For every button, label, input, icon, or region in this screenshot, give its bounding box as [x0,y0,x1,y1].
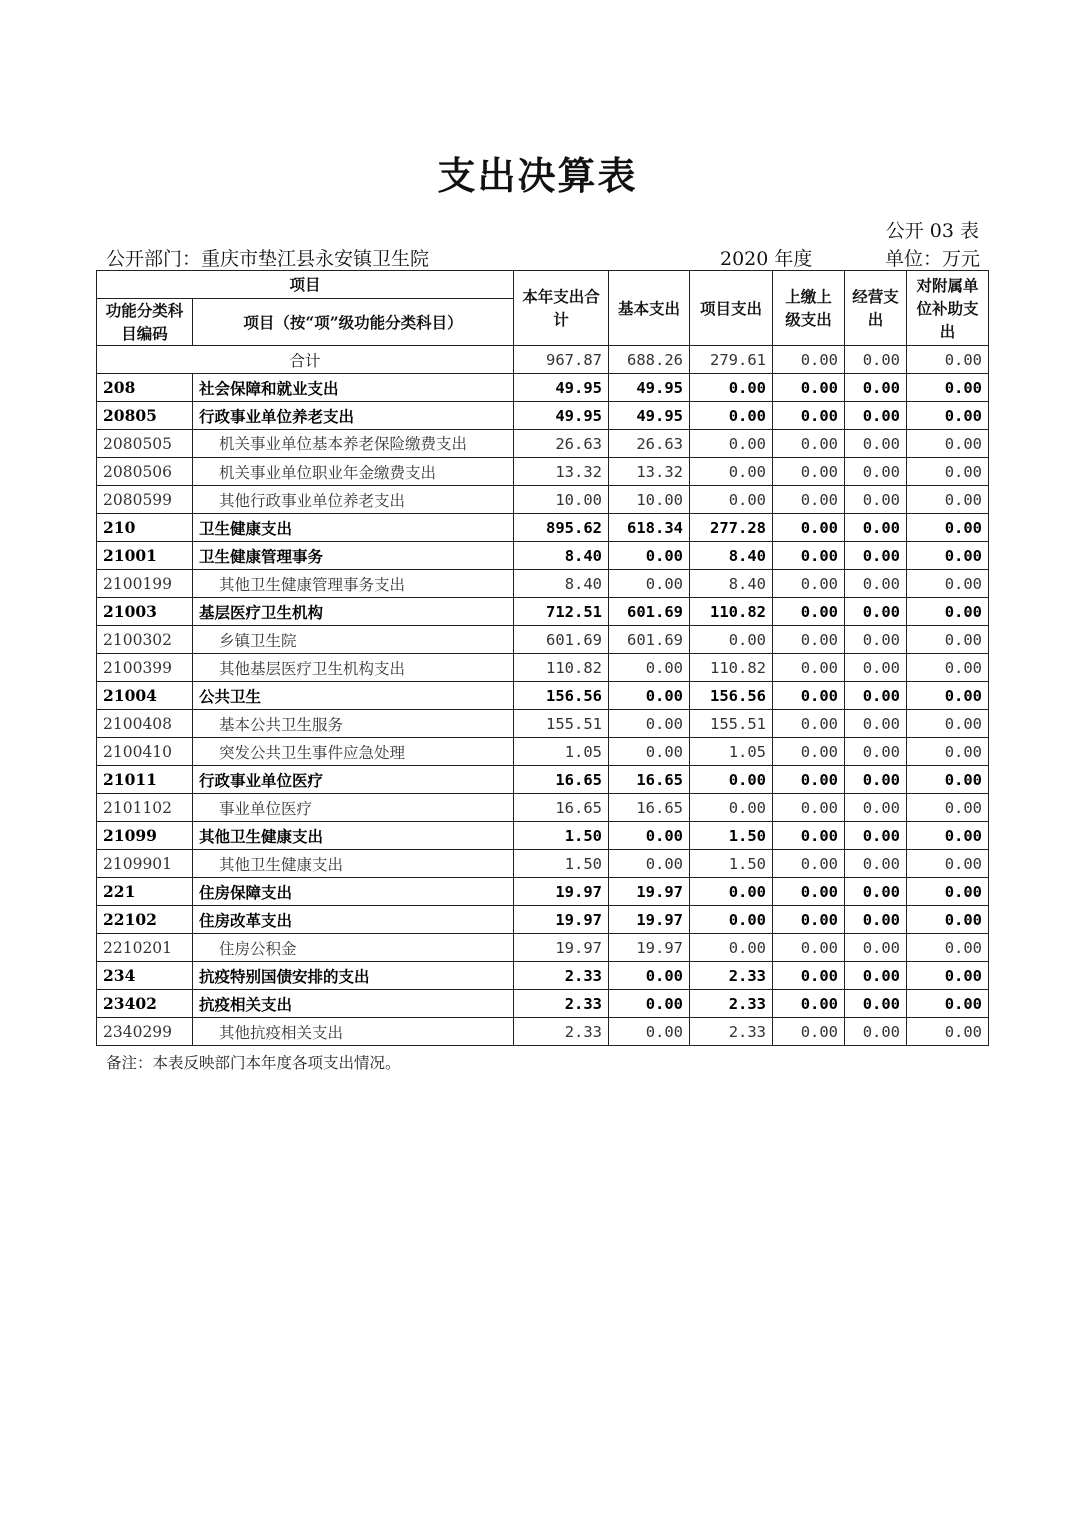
row-value: 0.00 [845,906,907,934]
row-code: 2100199 [97,570,193,598]
row-value: 712.51 [514,598,609,626]
row-value: 0.00 [907,794,989,822]
row-value: 16.65 [609,766,690,794]
row-code: 2109901 [97,850,193,878]
row-value: 0.00 [690,486,773,514]
row-value: 2.33 [690,1018,773,1046]
row-value: 49.95 [609,374,690,402]
row-value: 0.00 [690,878,773,906]
row-value: 618.34 [609,514,690,542]
row-value: 19.97 [609,878,690,906]
row-code: 210 [97,514,193,542]
row-value: 0.00 [845,626,907,654]
row-value: 0.00 [773,374,845,402]
row-value: 0.00 [773,934,845,962]
row-value: 0.00 [845,486,907,514]
row-name: 其他抗疫相关支出 [193,1018,514,1046]
row-value: 0.00 [845,682,907,710]
row-value: 19.97 [609,934,690,962]
row-value: 0.00 [773,990,845,1018]
row-value: 0.00 [773,514,845,542]
row-value: 0.00 [609,738,690,766]
table-row [97,1018,989,1046]
row-value: 0.00 [907,626,989,654]
header-project: 项目支出 [690,271,773,346]
row-value: 8.40 [514,570,609,598]
row-value: 601.69 [609,598,690,626]
row-value: 0.00 [907,822,989,850]
row-code: 2100399 [97,654,193,682]
row-value: 1.05 [514,738,609,766]
row-value: 0.00 [609,682,690,710]
row-value: 277.28 [690,514,773,542]
row-value: 13.32 [514,458,609,486]
row-code: 208 [97,374,193,402]
header-upper: 上缴上级支出 [773,271,845,346]
row-value: 0.00 [907,710,989,738]
header-code: 功能分类科目编码 [97,299,193,346]
table-row [97,654,989,682]
row-value: 0.00 [845,402,907,430]
table-row [97,430,989,458]
row-name: 事业单位医疗 [193,794,514,822]
row-code: 2080506 [97,458,193,486]
row-value: 10.00 [514,486,609,514]
row-code: 2080505 [97,430,193,458]
table-row [97,402,989,430]
row-value: 16.65 [514,794,609,822]
row-value: 601.69 [609,626,690,654]
header-business: 经营支出 [845,271,907,346]
table-row [97,486,989,514]
row-value: 0.00 [845,542,907,570]
row-value: 1.50 [690,822,773,850]
table-row [97,458,989,486]
row-value: 0.00 [845,990,907,1018]
table-row [97,542,989,570]
table-row [97,598,989,626]
total-value: 0.00 [773,346,845,374]
row-value: 10.00 [609,486,690,514]
row-value: 19.97 [514,878,609,906]
row-code: 2101102 [97,794,193,822]
table-row [97,766,989,794]
row-code: 2100408 [97,710,193,738]
row-value: 0.00 [845,570,907,598]
row-value: 0.00 [773,850,845,878]
row-value: 0.00 [907,850,989,878]
row-value: 0.00 [773,682,845,710]
form-number: 公开 03 表 [885,220,979,242]
row-value: 0.00 [845,766,907,794]
row-value: 0.00 [907,906,989,934]
row-value: 0.00 [845,850,907,878]
row-value: 8.40 [690,542,773,570]
row-value: 110.82 [690,654,773,682]
row-name: 其他卫生健康管理事务支出 [193,570,514,598]
row-value: 8.40 [514,542,609,570]
row-name: 其他行政事业单位养老支出 [193,486,514,514]
table-row [97,710,989,738]
header-group: 项目 [97,271,514,299]
row-code: 21099 [97,822,193,850]
row-value: 0.00 [773,794,845,822]
table-row [97,626,989,654]
row-name: 抗疫特别国债安排的支出 [193,962,514,990]
row-value: 0.00 [845,598,907,626]
row-value: 26.63 [609,430,690,458]
row-value: 0.00 [907,990,989,1018]
row-value: 0.00 [609,542,690,570]
row-value: 0.00 [773,962,845,990]
row-value: 19.97 [514,934,609,962]
row-value: 0.00 [907,374,989,402]
row-value: 0.00 [773,570,845,598]
row-name: 突发公共卫生事件应急处理 [193,738,514,766]
row-value: 0.00 [773,766,845,794]
total-value: 967.87 [514,346,609,374]
table-row [97,934,989,962]
row-value: 0.00 [907,654,989,682]
row-value: 0.00 [773,402,845,430]
row-code: 21011 [97,766,193,794]
row-value: 0.00 [845,934,907,962]
row-value: 16.65 [609,794,690,822]
row-value: 0.00 [773,710,845,738]
row-name: 社会保障和就业支出 [193,374,514,402]
row-value: 0.00 [845,654,907,682]
row-value: 0.00 [907,486,989,514]
row-name: 其他卫生健康支出 [193,822,514,850]
row-name: 其他卫生健康支出 [193,850,514,878]
row-name: 公共卫生 [193,682,514,710]
row-value: 0.00 [907,542,989,570]
row-value: 0.00 [773,738,845,766]
table-row [97,962,989,990]
header-name: 项目（按“项”级功能分类科目） [193,299,514,346]
row-value: 0.00 [907,934,989,962]
row-value: 0.00 [609,990,690,1018]
department-label: 公开部门：重庆市垫江县永安镇卫生院 [106,248,430,270]
row-value: 0.00 [773,542,845,570]
row-value: 0.00 [845,514,907,542]
row-value: 0.00 [907,1018,989,1046]
row-name: 住房改革支出 [193,906,514,934]
row-value: 0.00 [690,934,773,962]
row-value: 155.51 [514,710,609,738]
row-value: 0.00 [845,738,907,766]
row-value: 0.00 [845,822,907,850]
row-value: 0.00 [609,850,690,878]
row-value: 0.00 [907,570,989,598]
total-row [97,346,989,374]
row-value: 0.00 [773,458,845,486]
row-value: 0.00 [773,822,845,850]
row-value: 0.00 [609,822,690,850]
row-code: 2080599 [97,486,193,514]
row-value: 2.33 [690,990,773,1018]
total-value: 0.00 [845,346,907,374]
header-total: 本年支出合计 [514,271,609,346]
row-value: 0.00 [907,514,989,542]
row-value: 0.00 [845,458,907,486]
table-body [97,346,989,1046]
row-value: 0.00 [907,962,989,990]
row-value: 0.00 [907,738,989,766]
row-value: 0.00 [609,962,690,990]
total-value: 0.00 [907,346,989,374]
row-name: 其他基层医疗卫生机构支出 [193,654,514,682]
row-code: 2340299 [97,1018,193,1046]
row-code: 221 [97,878,193,906]
row-value: 49.95 [609,402,690,430]
row-value: 0.00 [907,430,989,458]
page-title: 支出决算表 [437,153,638,198]
row-value: 0.00 [845,878,907,906]
row-value: 0.00 [690,374,773,402]
row-value: 1.50 [690,850,773,878]
row-value: 0.00 [907,402,989,430]
row-value: 2.33 [690,962,773,990]
row-name: 行政事业单位医疗 [193,766,514,794]
row-value: 0.00 [609,1018,690,1046]
row-code: 21004 [97,682,193,710]
row-name: 住房保障支出 [193,878,514,906]
row-value: 0.00 [773,598,845,626]
row-value: 0.00 [773,1018,845,1046]
row-value: 156.56 [514,682,609,710]
expenditure-table [96,270,989,1046]
row-value: 0.00 [845,794,907,822]
row-value: 110.82 [514,654,609,682]
row-code: 20805 [97,402,193,430]
row-code: 2100302 [97,626,193,654]
row-value: 0.00 [773,430,845,458]
row-code: 2100410 [97,738,193,766]
table-row [97,990,989,1018]
row-value: 0.00 [773,486,845,514]
row-value: 0.00 [845,430,907,458]
row-name: 基层医疗卫生机构 [193,598,514,626]
row-value: 895.62 [514,514,609,542]
row-value: 1.50 [514,822,609,850]
row-value: 0.00 [907,766,989,794]
row-value: 2.33 [514,962,609,990]
row-code: 2210201 [97,934,193,962]
table-row [97,570,989,598]
row-value: 0.00 [845,1018,907,1046]
row-value: 0.00 [907,878,989,906]
row-value: 0.00 [690,402,773,430]
row-value: 19.97 [514,906,609,934]
row-value: 49.95 [514,374,609,402]
row-name: 卫生健康支出 [193,514,514,542]
row-value: 1.05 [690,738,773,766]
row-value: 0.00 [773,878,845,906]
row-value: 0.00 [845,962,907,990]
row-name: 机关事业单位职业年金缴费支出 [193,458,514,486]
row-value: 0.00 [690,430,773,458]
row-value: 110.82 [690,598,773,626]
unit-label: 单位：万元 [884,248,980,270]
row-value: 19.97 [609,906,690,934]
row-value: 0.00 [907,682,989,710]
row-value: 49.95 [514,402,609,430]
row-name: 行政事业单位养老支出 [193,402,514,430]
row-name: 机关事业单位基本养老保险缴费支出 [193,430,514,458]
row-value: 0.00 [609,654,690,682]
row-code: 234 [97,962,193,990]
row-value: 26.63 [514,430,609,458]
row-code: 22102 [97,906,193,934]
row-value: 0.00 [907,598,989,626]
footnote: 备注：本表反映部门本年度各项支出情况。 [106,1054,401,1072]
row-value: 0.00 [690,766,773,794]
row-code: 23402 [97,990,193,1018]
row-name: 基本公共卫生服务 [193,710,514,738]
row-value: 13.32 [609,458,690,486]
row-value: 155.51 [690,710,773,738]
row-value: 0.00 [690,626,773,654]
total-value: 688.26 [609,346,690,374]
row-value: 2.33 [514,990,609,1018]
row-value: 156.56 [690,682,773,710]
total-label: 合计 [97,346,514,374]
row-name: 抗疫相关支出 [193,990,514,1018]
table-row [97,822,989,850]
row-value: 16.65 [514,766,609,794]
row-value: 601.69 [514,626,609,654]
row-value: 1.50 [514,850,609,878]
year-label: 2020 年度 [720,248,813,270]
row-value: 0.00 [845,374,907,402]
row-value: 2.33 [514,1018,609,1046]
header-basic: 基本支出 [609,271,690,346]
header-subsidy: 对附属单位补助支出 [907,271,989,346]
table-row [97,738,989,766]
row-name: 乡镇卫生院 [193,626,514,654]
row-code: 21003 [97,598,193,626]
row-value: 0.00 [690,794,773,822]
row-value: 0.00 [609,710,690,738]
row-value: 0.00 [845,710,907,738]
row-value: 0.00 [690,906,773,934]
row-value: 0.00 [773,906,845,934]
row-value: 0.00 [773,626,845,654]
table-row [97,682,989,710]
row-code: 21001 [97,542,193,570]
row-value: 0.00 [690,458,773,486]
total-value: 279.61 [690,346,773,374]
table-row [97,850,989,878]
table-row [97,794,989,822]
table-row [97,514,989,542]
row-value: 8.40 [690,570,773,598]
row-value: 0.00 [609,570,690,598]
table-row [97,878,989,906]
table-row [97,374,989,402]
row-value: 0.00 [773,654,845,682]
table-row [97,906,989,934]
row-name: 卫生健康管理事务 [193,542,514,570]
meta-row [106,244,980,270]
row-name: 住房公积金 [193,934,514,962]
row-value: 0.00 [907,458,989,486]
